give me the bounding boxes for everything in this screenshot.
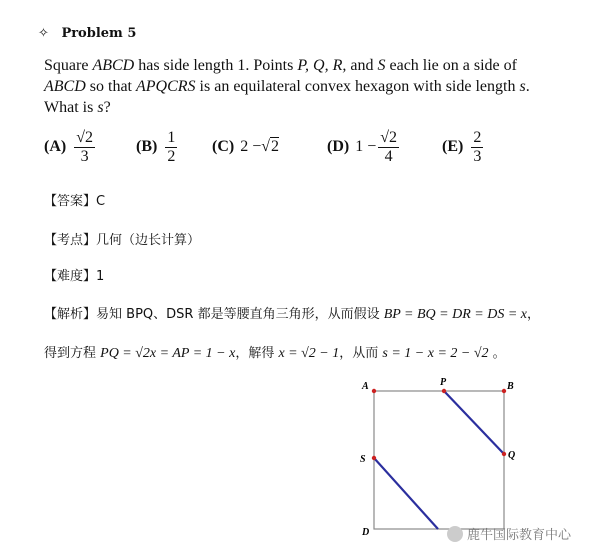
- choice-d: (D) 1 − $\frac{√2}{4}$: [327, 128, 398, 165]
- label-b: B: [507, 381, 514, 392]
- segment-pq: [444, 391, 504, 454]
- watermark: [447, 524, 571, 543]
- choice-c: (C) 2 − √2: [212, 138, 280, 155]
- square-abcd: [374, 391, 504, 529]
- square-figure: [354, 372, 534, 547]
- problem-statement: Square ABCD has side length 1. Points P, Q, R, and S each lie on a side of ABCD so that APQCRS is an equilateral convex hexagon with side length s. What is s?: [44, 57, 530, 116]
- point-q: [502, 452, 506, 456]
- analysis-line-1: 【解析】易知 BPQ、DSR 都是等腰直角三角形，从而假设 BP = BQ = DR = DS = x，: [44, 307, 541, 322]
- choice-a: (A) $\frac{√2}{3}$: [44, 128, 93, 165]
- label-s: S: [360, 454, 366, 465]
- label-q: Q: [508, 450, 516, 461]
- answer-line: 【答案】C: [44, 194, 106, 209]
- label-a: A: [362, 381, 369, 392]
- point-p: [442, 389, 446, 393]
- topic-line: 【考点】几何（边长计算）: [44, 233, 201, 248]
- point-b: [502, 389, 506, 393]
- point-a: [372, 389, 376, 393]
- problem-heading: [38, 26, 136, 41]
- choice-b: (B) $\frac{1}{2}$: [136, 128, 176, 165]
- watermark-logo-icon: [447, 526, 463, 542]
- point-s: [372, 456, 376, 460]
- watermark-text: 鹿牛国际教育中心: [466, 528, 571, 543]
- analysis-line-2: 得到方程 PQ = √2x = AP = 1 − x，解得 x = √2 − 1，从而 s = 1 − x = 2 − √2 。: [44, 346, 506, 361]
- diamond-icon: ✧: [38, 26, 49, 41]
- segment-sr: [374, 458, 438, 529]
- label-p: P: [440, 377, 447, 388]
- label-d: D: [362, 527, 370, 538]
- choice-e: (E) $\frac{2}{3}$: [442, 128, 482, 165]
- difficulty-line: 【难度】1: [44, 269, 105, 284]
- problem-title: Problem 5: [61, 26, 137, 41]
